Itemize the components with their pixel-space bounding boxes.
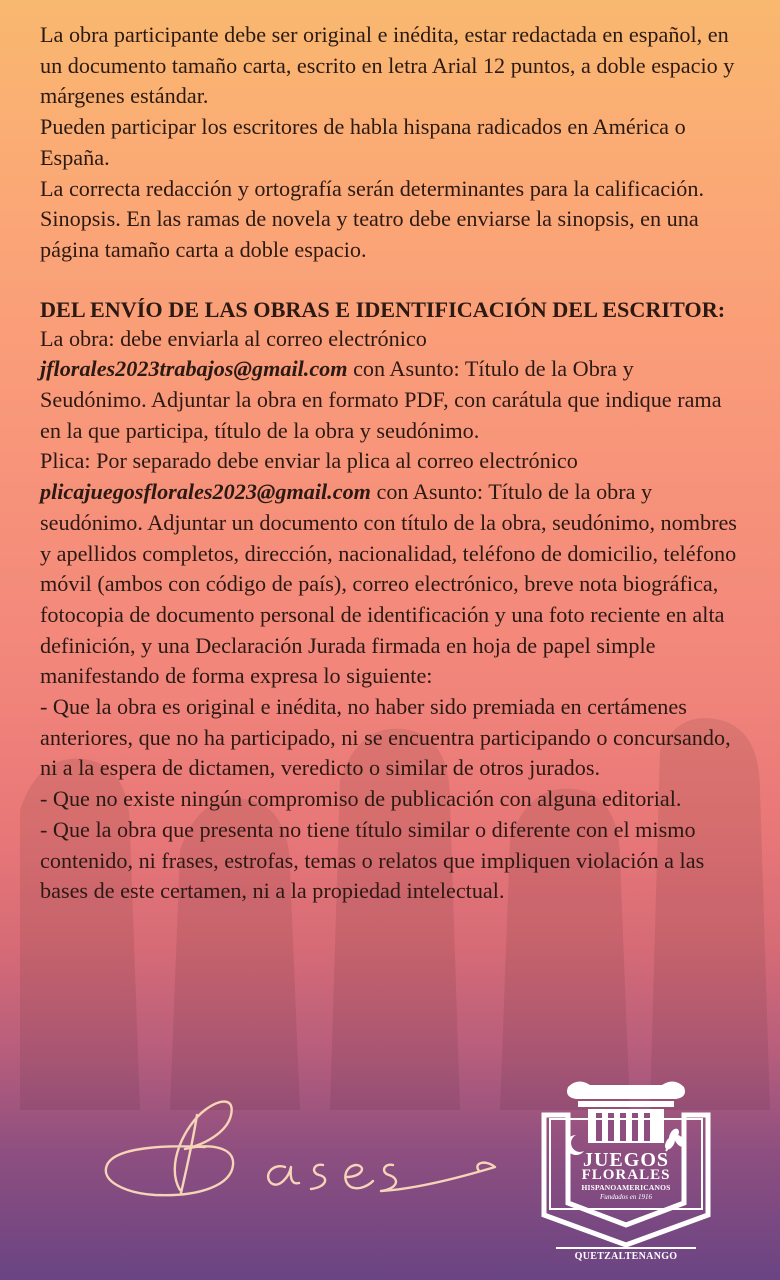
paragraph-spelling: La correcta redacción y ortografía serán determinantes para la calificación. (40, 175, 705, 201)
spacer (40, 266, 745, 296)
paragraph-obra (40, 324, 745, 447)
plica-email-link[interactable]: plicajuegosflorales2023@gmail.com (40, 479, 371, 505)
logo-hispanoamericanos: HISPANOAMERICANOS (581, 1183, 671, 1192)
section-heading: DEL ENVÍO DE LAS OBRAS E IDENTIFICACIÓN DEL ESCRITOR: (40, 296, 726, 322)
plica-intro: Plica: Por separado debe enviar la plica al correo electrónico (40, 448, 578, 474)
declaration-item: - Que la obra es original e inédita, no haber sido premiada en certámenes anteriores, que no ha participado, ni se encuentra participando o concursando, ni a la espera de dictamen, veredicto o similar de otros jurados. (40, 694, 731, 781)
declaration-item: - Que no existe ningún compromiso de publicación con alguna editorial. (40, 786, 682, 812)
logo-juegos: JUEGOS (582, 1149, 670, 1171)
bases-signature (85, 1085, 525, 1215)
obra-email-link[interactable]: jflorales2023trabajos@gmail.com (40, 356, 348, 382)
rules-text (40, 20, 745, 907)
declaration-item: - Que la obra que presenta no tiene título similar o diferente con el mismo contenido, ni frases, estrofas, temas o relatos que impliquen violación a las bases de este certamen, ni a la propiedad intelectual. (40, 816, 705, 904)
logo-tagline: Fundados en 1916 (599, 1193, 653, 1201)
logo-florales: FLORALES (581, 1167, 671, 1183)
obra-intro: La obra: debe enviarla al correo electrónico (40, 325, 427, 351)
paragraph-format: La obra participante debe ser original e inédita, estar redactada en español, en un documento tamaño carta, escrito en letra Arial 12 puntos, a doble espacio y márgenes estándar. (40, 22, 735, 109)
paragraph-participants: Pueden participar los escritores de habla hispana radicados en América o España. (40, 114, 686, 170)
obra-rest: con Asunto: Título de la Obra y Seudónimo. Adjuntar la obra en formato PDF, con carátula que indique rama en la que participa, título de la obra y seudónimo. (40, 356, 722, 443)
logo-city: QUETZALTENANGO (574, 1251, 678, 1262)
paragraph-plica (40, 446, 745, 692)
plica-rest: con Asunto: Título de la obra y seudónimo. Adjuntar un documento con título de la obra, seudónimo, nombres y apellidos completos, dirección, nacionalidad, teléfono de domicilio, teléfono móvil (ambos con código de país), correo electrónico, breve nota biográfica, fotocopia de documento personal de identificación y una foto reciente en alta definición, y una Declaración Jurada firmada en hoja de papel simple manifestando de forma expresa lo siguiente: (40, 479, 737, 689)
paragraph-synopsis: Sinopsis. En las ramas de novela y teatro debe enviarse la sinopsis, en una página tamaño carta a doble espacio. (40, 206, 699, 262)
juegos-florales-logo (538, 1075, 714, 1265)
